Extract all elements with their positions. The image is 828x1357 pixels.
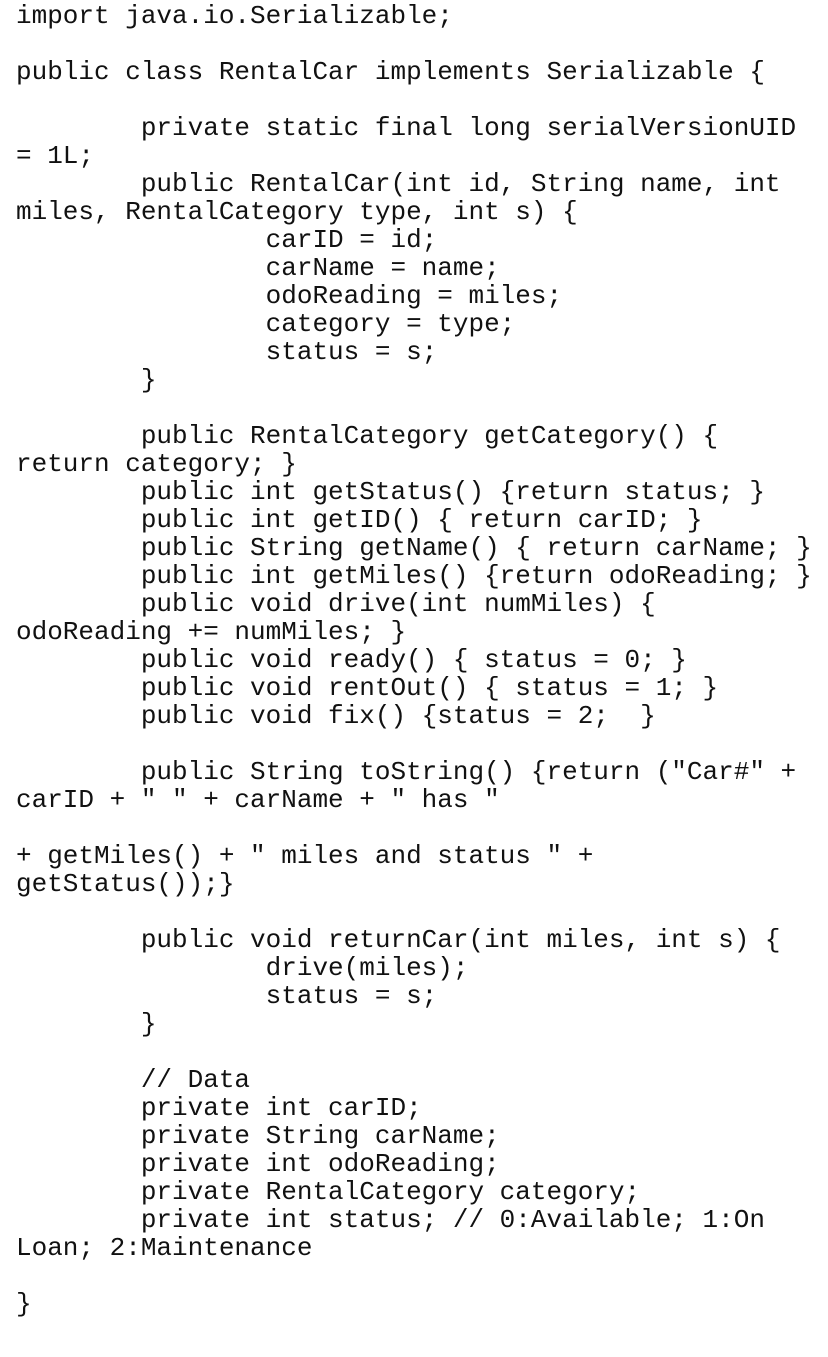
- code-line: [16, 86, 828, 114]
- code-line: [16, 394, 828, 422]
- code-line: public String toString() {return ("Car#" +: [16, 757, 797, 787]
- code-line: return category; }: [16, 449, 297, 479]
- code-line: public void returnCar(int miles, int s) {: [16, 925, 781, 955]
- code-line: public void ready() { status = 0; }: [16, 645, 687, 675]
- code-line: [16, 898, 828, 926]
- code-line: odoReading += numMiles; }: [16, 617, 407, 647]
- code-line: carID = id;: [16, 225, 438, 255]
- code-line: public void rentOut() { status = 1; }: [16, 673, 719, 703]
- code-line: }: [16, 1289, 32, 1319]
- code-line: private String carName;: [16, 1121, 500, 1151]
- code-line: Loan; 2:Maintenance: [16, 1233, 313, 1263]
- code-line: }: [16, 365, 157, 395]
- code-line: public void fix() {status = 2; }: [16, 701, 656, 731]
- code-line: private static final long serialVersionUID: [16, 113, 797, 143]
- code-line: carID + " " + carName + " has ": [16, 785, 500, 815]
- code-line: public int getID() { return carID; }: [16, 505, 703, 535]
- code-line: miles, RentalCategory type, int s) {: [16, 197, 578, 227]
- code-block: [16, 2, 828, 1318]
- code-line: public void drive(int numMiles) {: [16, 589, 656, 619]
- code-line: status = s;: [16, 981, 438, 1011]
- code-line: public int getStatus() {return status; }: [16, 477, 765, 507]
- code-line: }: [16, 1009, 157, 1039]
- code-line: odoReading = miles;: [16, 281, 563, 311]
- code-line: // Data: [16, 1065, 251, 1095]
- code-line: = 1L;: [16, 141, 95, 171]
- code-line: [16, 1038, 828, 1066]
- code-line: [16, 814, 828, 842]
- code-line: public String getName() { return carName; }: [16, 533, 812, 563]
- code-line: carName = name;: [16, 253, 500, 283]
- code-line: status = s;: [16, 337, 438, 367]
- code-line: private int carID;: [16, 1093, 422, 1123]
- code-line: [16, 30, 828, 58]
- code-line: + getMiles() + " miles and status " +: [16, 841, 594, 871]
- code-line: public RentalCar(int id, String name, int: [16, 169, 781, 199]
- code-line: drive(miles);: [16, 953, 469, 983]
- code-line: import java.io.Serializable;: [16, 1, 453, 31]
- code-line: getStatus());}: [16, 869, 235, 899]
- code-line: public class RentalCar implements Serializable {: [16, 57, 765, 87]
- code-line: [16, 1262, 828, 1290]
- code-line: public int getMiles() {return odoReading; }: [16, 561, 812, 591]
- code-line: category = type;: [16, 309, 516, 339]
- code-line: private RentalCategory category;: [16, 1177, 641, 1207]
- code-line: public RentalCategory getCategory() {: [16, 421, 719, 451]
- code-line: [16, 730, 828, 758]
- code-line: private int status; // 0:Available; 1:On: [16, 1205, 765, 1235]
- code-line: private int odoReading;: [16, 1149, 500, 1179]
